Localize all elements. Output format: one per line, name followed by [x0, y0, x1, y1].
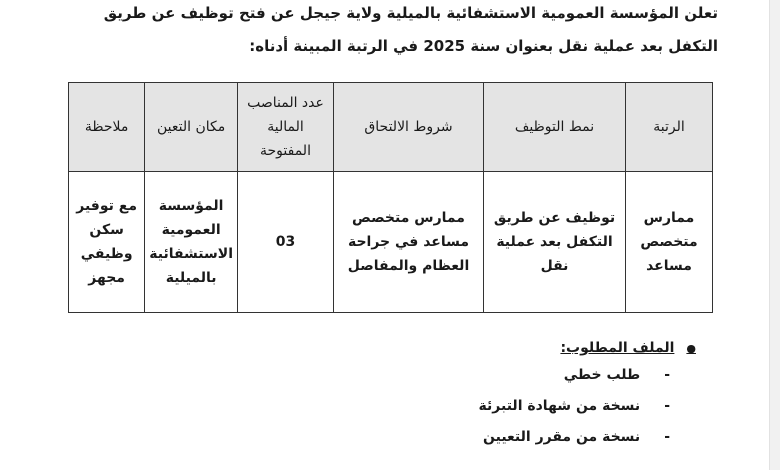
list-item: - نسخة من شهادة التبرئة	[479, 393, 670, 424]
header-rank: الرتبة	[626, 83, 713, 172]
header-open-positions: عدد المناصب المالية المفتوحة	[238, 83, 334, 172]
list-item: - طلب خطي	[479, 362, 670, 393]
cell-open-positions: 03	[238, 172, 334, 313]
intro-line-2: التكفل بعد عملية نقل بعنوان سنة 2025 في الرتبة المبينة أدناه:	[249, 37, 718, 55]
list-item: - نسخة من مقرر التعيين	[479, 424, 670, 455]
header-recruitment-mode: نمط التوظيف	[484, 83, 626, 172]
header-conditions: شروط الالتحاق	[334, 83, 484, 172]
header-note: ملاحظة	[69, 83, 145, 172]
cell-recruitment-mode: توظيف عن طريق التكفل بعد عملية نقل	[484, 172, 626, 313]
table-header-row	[69, 83, 713, 172]
intro-line-1: تعلن المؤسسة العمومية الاستشفائية بالميلية ولاية جيجل عن فتح توظيف عن طريق	[103, 4, 718, 22]
table-row	[69, 172, 713, 313]
cell-conditions: ممارس متخصص مساعد في جراحة العظام والمفاصل	[334, 172, 484, 313]
cell-rank: ممارس متخصص مساعد	[626, 172, 713, 313]
required-documents	[479, 340, 696, 455]
required-heading: ● الملف المطلوب:	[479, 340, 696, 356]
positions-table	[68, 82, 713, 313]
page-edge	[769, 0, 780, 470]
cell-note: مع توفير سكن وظيفي مجهز	[69, 172, 145, 313]
cell-assignment-place: المؤسسة العمومية الاستشفائية بالميلية	[145, 172, 238, 313]
header-assignment-place: مكان التعين	[145, 83, 238, 172]
